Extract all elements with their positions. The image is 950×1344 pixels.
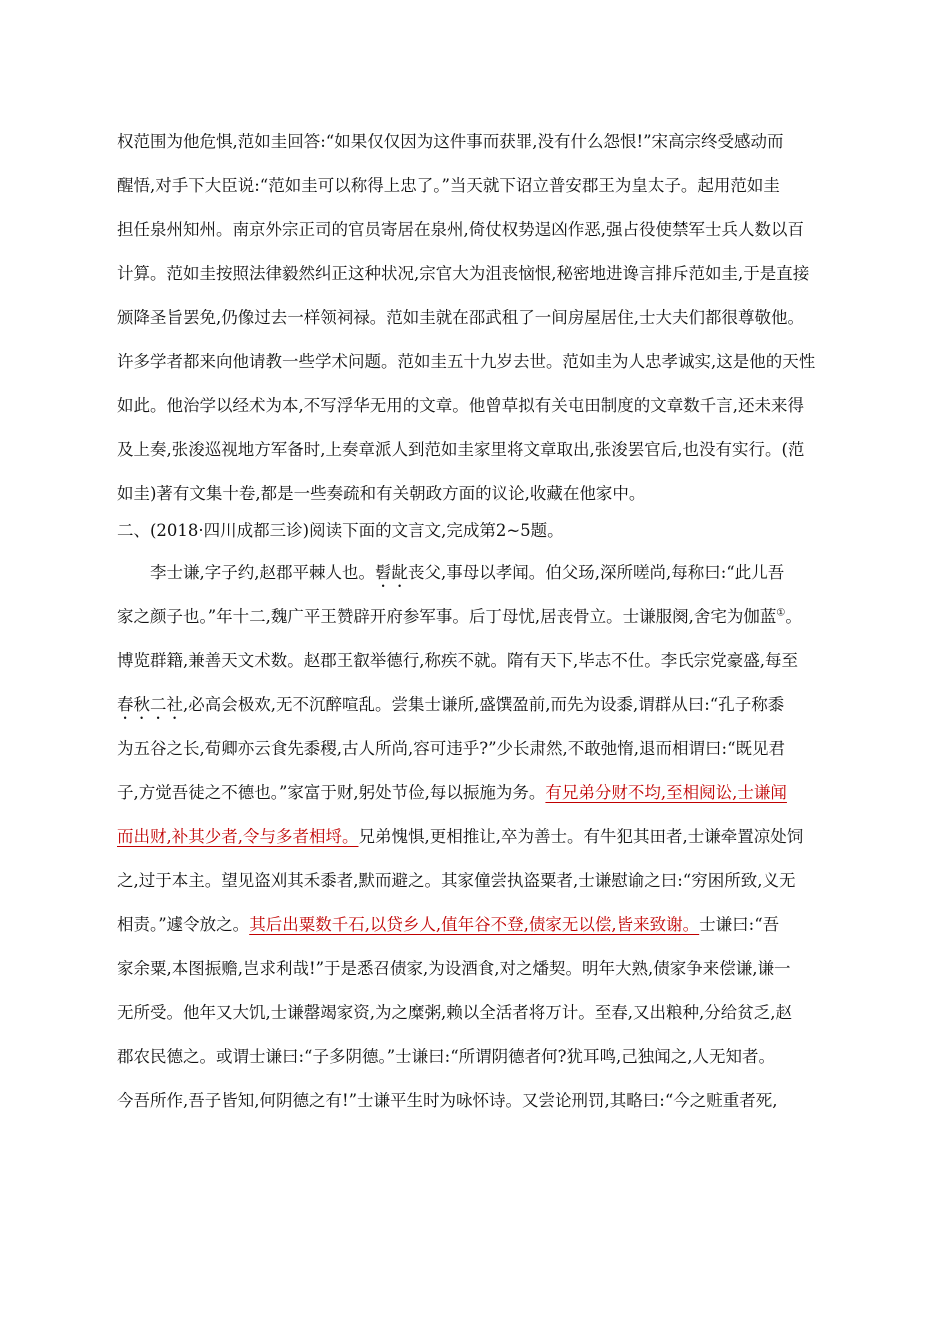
translation-line: 颁降圣旨罢免,仍像过去一样领祠禄。范如圭就在邵武租了一间房屋居住,士大夫们都很尊敬他。 [117,308,804,327]
passage-line [117,910,837,940]
text-span: 丧父,事母以孝闻。伯父玚,深所嗟尚,每称曰:“此儿吾 [408,563,785,582]
passage-line [150,558,840,588]
translation-line: 醒悟,对手下大臣说:“范如圭可以称得上忠了。”当天就下诏立普安郡王为皇太子。起用范如圭 [117,176,780,195]
translation-line: 权范围为他危惧,范如圭回答:“如果仅仅因为这件事而获罪,没有什么怨恨!”宋高宗终受感动而 [117,132,784,151]
translation-line: 许多学者都来向他请教一些学术问题。范如圭五十九岁去世。范如圭为人忠孝诚实,这是他的天性 [117,352,816,371]
highlighted-sentence: 有兄弟分财不均,至相阋讼,士谦闻 [545,783,787,802]
text-span: 兄弟愧惧,更相推让,卒为善士。有牛犯其田者,士谦牵置凉处饲 [358,827,804,846]
translation-line: 如圭)著有文集十卷,都是一些奏疏和有关朝政方面的议论,收藏在他家中。 [117,484,646,503]
passage-line: 家余粟,本图振赡,岂求利哉!”于是悉召债家,为设酒食,对之燔契。明年大熟,债家争来偿谦,谦一 [117,959,791,978]
dotted-term: 春秋二社 [117,695,183,714]
text-span: 。 [785,607,802,626]
text-span: ,必高会极欢,无不沉醉喧乱。尝集士谦所,盛馔盈前,而先为设黍,谓群从曰:“孔子称黍 [183,695,785,714]
dotted-term: 髫龀 [375,563,408,582]
text-span: 家之颜子也。”年十二,魏广平王赞辟开府参军事。后丁母忧,居丧骨立。士谦服阕,舍宅为伽蓝 [117,607,777,626]
text-span: 李士谦,字子约,赵郡平棘人也。 [150,563,375,582]
passage-line [117,778,837,808]
passage-line [117,602,837,632]
translation-line: 如此。他治学以经术为本,不写浮华无用的文章。他曾草拟有关屯田制度的文章数千言,还未来得 [117,396,804,415]
translation-line: 及上奏,张浚巡视地方军备时,上奏章派人到范如圭家里将文章取出,张浚罢官后,也没有实行。(范 [117,440,805,459]
translation-line: 计算。范如圭按照法律毅然纠正这种状况,宗官大为沮丧恼恨,秘密地进谗言排斥范如圭,于是直接 [117,264,810,283]
passage-line: 之,过于本主。望见盗刈其禾黍者,默而避之。其家僮尝执盗粟者,士谦慰谕之曰:“穷困所致,义无 [117,871,796,890]
passage-line [117,822,837,852]
highlighted-sentence: 而出财,补其少者,令与多者相埒。 [117,827,359,846]
footnote-marker: ① [776,607,786,619]
passage-line: 无所受。他年又大饥,士谦罄竭家资,为之糜粥,赖以全活者将万计。至春,又出粮种,分给贫乏,赵 [117,1003,792,1022]
passage-line: 为五谷之长,荀卿亦云食先黍稷,古人所尚,容可违乎?”少长肃然,不敢弛惰,退而相谓曰:“既见君 [117,739,786,758]
passage-line: 博览群籍,兼善天文术数。赵郡王叡举德行,称疾不就。隋有天下,毕志不仕。李氏宗党豪盛,每至 [117,651,798,670]
passage-line: 今吾所作,吾子皆知,何阴德之有!”士谦平生时为咏怀诗。又尝论刑罚,其略曰:“今之赃重者死, [117,1091,778,1110]
translation-line: 担任泉州知州。南京外宗正司的官员寄居在泉州,倚仗权势逞凶作恶,强占役使禁军士兵人数以百 [117,220,804,239]
text-span: 士谦曰:“吾 [699,915,780,934]
section-heading: 二、(2018·四川成都三诊)阅读下面的文言文,完成第2~5题。 [117,521,564,540]
passage-line [117,690,837,720]
highlighted-sentence: 其后出粟数千石,以贷乡人,值年谷不登,债家无以偿,皆来致谢。 [249,915,700,934]
text-span: 子,方觉吾徒之不德也。”家富于财,躬处节俭,每以振施为务。 [117,783,546,802]
text-span: 相责。”遽令放之。 [117,915,250,934]
passage-line: 郡农民德之。或谓士谦曰:“子多阴德。”士谦曰:“所谓阴德者何?犹耳鸣,己独闻之,人无知者。 [117,1047,776,1066]
